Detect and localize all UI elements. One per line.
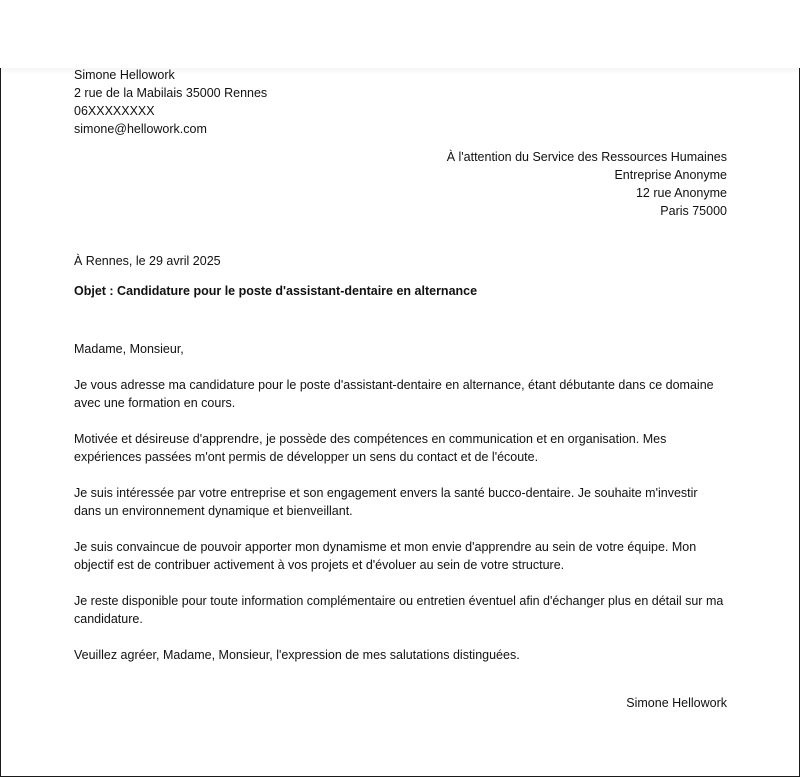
recipient-block	[74, 148, 727, 220]
salutation: Madame, Monsieur,	[74, 342, 184, 356]
closing-paragraph: Veuillez agréer, Madame, Monsieur, l'expression de mes salutations distinguées.	[74, 648, 520, 662]
body-paragraph: Motivée et désireuse d'apprendre, je possède des compétences en communication et en organisation. Mes expériences passées m'ont permis de développer un sens du contact et de l'écoute.	[74, 432, 667, 464]
body-paragraph: Je suis convaincue de pouvoir apporter mon dynamisme et mon envie d'apprendre au sein de votre équipe. Mon objectif est de contribuer activement à vos projets et d'évoluer au sein de votre structure.	[74, 540, 697, 572]
recipient-street: 12 rue Anonyme	[635, 186, 727, 200]
top-bar	[0, 0, 800, 68]
body-paragraph: Je suis intéressée par votre entreprise et son engagement envers la santé bucco-dentaire. Je souhaite m'investir dans un environnement dynamique et bienveillant.	[74, 486, 698, 518]
sender-address: 2 rue de la Mabilais 35000 Rennes	[74, 86, 268, 100]
recipient-attention: À l'attention du Service des Ressources Humaines	[446, 150, 727, 164]
body-paragraph: Je vous adresse ma candidature pour le poste d'assistant-dentaire en alternance, étant débutante dans ce domaine avec une formation en cours.	[74, 378, 714, 410]
letter-page	[0, 66, 800, 777]
letter-subject: Objet : Candidature pour le poste d'assistant-dentaire en alternance	[74, 284, 478, 298]
letter-body	[74, 340, 727, 682]
recipient-company: Entreprise Anonyme	[614, 168, 727, 182]
signature: Simone Hellowork	[626, 696, 727, 710]
sender-name: Simone Hellowork	[74, 68, 175, 82]
sender-block	[74, 66, 727, 138]
sender-email: simone@hellowork.com	[74, 122, 207, 136]
letter-date: À Rennes, le 29 avril 2025	[74, 254, 221, 268]
sender-phone: 06XXXXXXXX	[74, 104, 155, 118]
recipient-city: Paris 75000	[660, 204, 727, 218]
body-paragraph: Je reste disponible pour toute information complémentaire ou entretien éventuel afin d'échanger plus en détail sur ma candidature.	[74, 594, 724, 626]
